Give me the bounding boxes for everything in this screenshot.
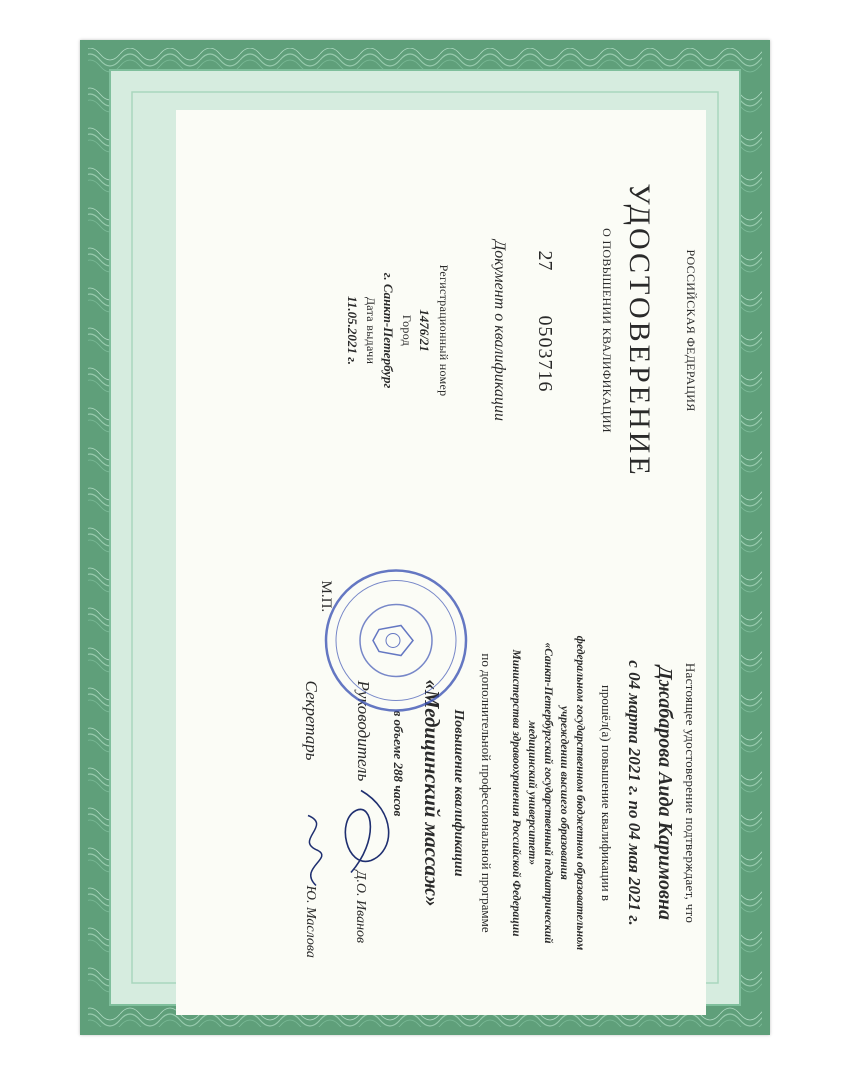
- issue-date-label: Дата выдачи: [364, 296, 378, 364]
- certificate: [80, 40, 770, 1035]
- certificate-subtitle: О ПОВЫШЕНИИ КВАЛИФИКАЦИИ: [600, 227, 614, 433]
- org-line-3: «Санкт-Петербургский государственный педиатрический: [542, 641, 554, 944]
- intro-text: Настоящее удостоверение подтверждает, что: [683, 662, 698, 923]
- official-seal: [321, 565, 471, 715]
- certificate-paper: [176, 110, 706, 1015]
- certificate-number: 0503716: [534, 315, 556, 392]
- certificate-content: [176, 110, 706, 1015]
- secretary-label: Секретарь: [302, 680, 321, 760]
- head-name: Д.О. Иванов: [353, 870, 368, 943]
- org-line-4: медицинский университет»: [526, 720, 538, 865]
- city-value: г. Санкт-Петербург: [381, 272, 396, 388]
- study-period: с 04 марта 2021 г. по 04 мая 2021 г.: [625, 659, 644, 926]
- org-line-1: федеральном государственном бюджетном образовательном: [574, 635, 586, 950]
- program-name: «Медицинский массаж»: [420, 678, 444, 907]
- stamp-place-label: М.П.: [318, 580, 334, 612]
- program-label: по дополнительной профессиональной программе: [479, 652, 494, 933]
- document-type: Документ о квалификации: [491, 239, 508, 421]
- program-type: Повышение квалификации: [451, 708, 466, 877]
- issue-date: 11.05.2021 г.: [345, 295, 360, 365]
- secretary-signature: [288, 810, 338, 890]
- registration-label: Регистрационный номер: [437, 264, 451, 396]
- program-volume: в объеме 288 часов: [391, 710, 406, 816]
- certificate-title: УДОСТОВЕРЕНИЕ: [623, 182, 656, 478]
- certificate-series: 27: [534, 250, 556, 270]
- country-label: РОССИЙСКАЯ ФЕДЕРАЦИЯ: [684, 248, 698, 412]
- city-label: Город: [400, 314, 414, 346]
- org-line-5: Министерства здравоохранения Российской Федерации: [510, 649, 522, 936]
- head-label: Руководитель: [354, 680, 373, 781]
- holder-name: Джабарова Аида Каримовна: [654, 665, 676, 920]
- org-line-2: учреждении высшего образования: [558, 705, 570, 880]
- head-signature: [331, 780, 401, 880]
- registration-number: 1476/21: [417, 308, 432, 352]
- secretary-name: Ю. Маслова: [303, 885, 318, 958]
- passed-text: прошёл(а) повышение квалификации в: [599, 684, 614, 901]
